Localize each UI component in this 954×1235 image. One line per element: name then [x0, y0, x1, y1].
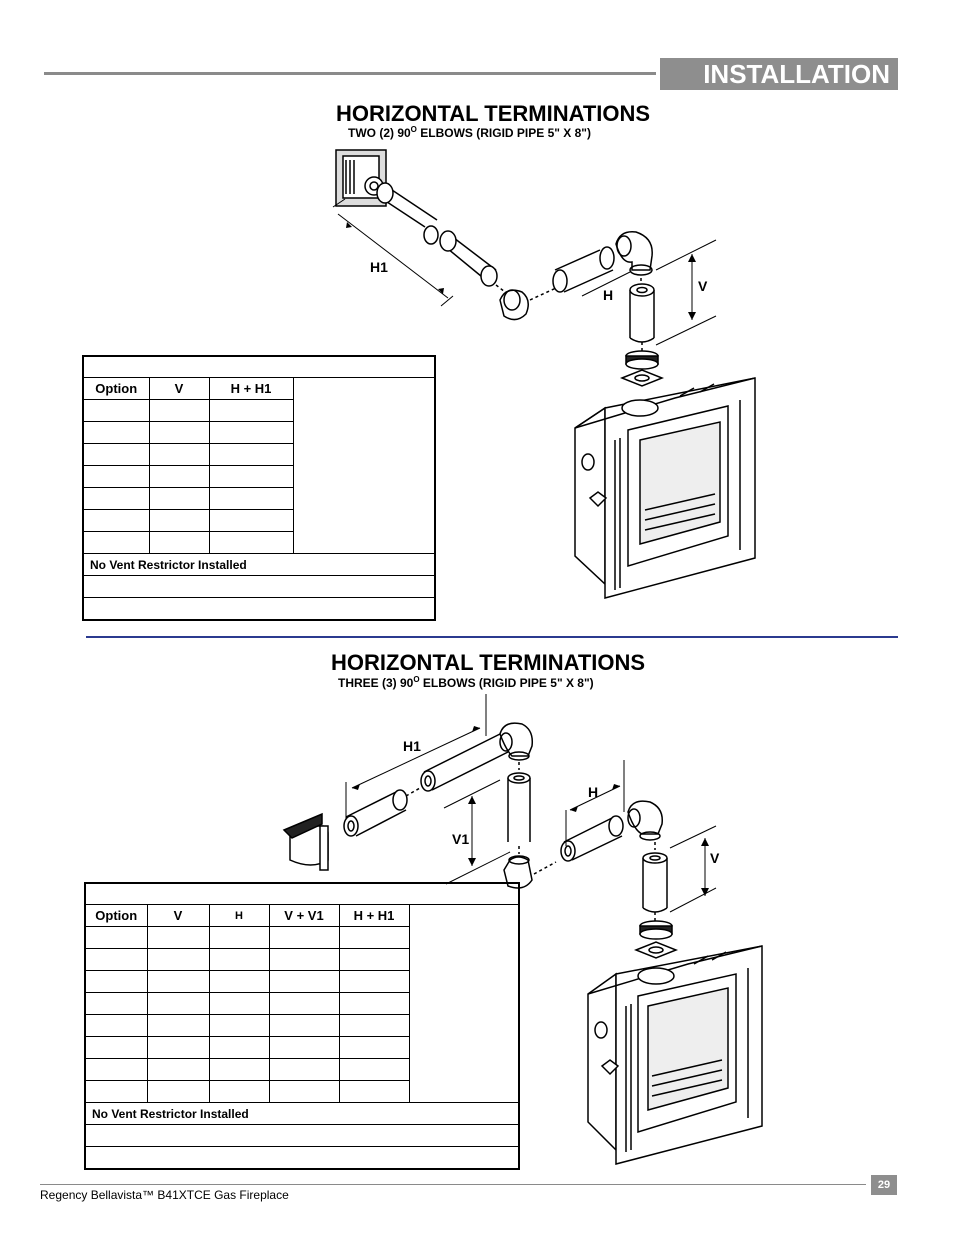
- pipe-segment-icon: [643, 853, 667, 912]
- label-h1: H1: [403, 738, 421, 754]
- table-footer-row: [85, 1125, 519, 1147]
- pipe-segment-icon: [344, 790, 407, 836]
- col-header-h: H: [209, 905, 269, 927]
- table-note: No Vent Restrictor Installed: [83, 554, 435, 576]
- col-header-v: V: [147, 905, 209, 927]
- termination-cap-icon: [284, 814, 328, 870]
- col-header-h-h1: H + H1: [209, 378, 293, 400]
- pipe-segment-icon: [561, 816, 623, 861]
- dimension-h1: [346, 694, 486, 820]
- footer-product-name: Regency Bellavista™ B41XTCE Gas Fireplace: [40, 1188, 289, 1202]
- page-number: 29: [871, 1175, 897, 1195]
- elbow-icon: [628, 801, 662, 840]
- section2-title: HORIZONTAL TERMINATIONS: [331, 650, 646, 675]
- section2-subtitle: THREE (3) $90^O$ ELBOWS (RIGID PIPE 5" X 8"): [338, 675, 594, 690]
- fireplace-icon: [588, 946, 762, 1164]
- label-v: V: [698, 278, 708, 294]
- label-h1: H1: [370, 259, 388, 275]
- section1-title: HORIZONTAL TERMINATIONS: [336, 101, 651, 126]
- table-side-panel: [409, 905, 519, 1103]
- col-header-v: V: [149, 378, 209, 400]
- dimension-v: [670, 826, 716, 912]
- label-h: H: [588, 784, 599, 800]
- label-v: V: [710, 850, 720, 866]
- elbow-icon: [500, 723, 532, 760]
- col-header-v-v1: V + V1: [269, 905, 339, 927]
- section1-subtitle: TWO (2) $90^O$ ELBOWS (RIGID PIPE 5" X 8"): [348, 125, 591, 140]
- col-header-option: Option: [85, 905, 147, 927]
- pipe-segment-icon: [508, 773, 530, 842]
- table-footer-row: [85, 1147, 519, 1170]
- label-h: H: [603, 287, 614, 303]
- vent-table-three-elbows: [84, 882, 520, 1170]
- footer-rule: [40, 1184, 866, 1185]
- col-header-option: Option: [83, 378, 149, 400]
- col-header-h-h1: H + H1: [339, 905, 409, 927]
- section-banner-title: INSTALLATION: [703, 59, 890, 89]
- flue-adapter-icon: [636, 921, 676, 958]
- label-v1: V1: [452, 831, 470, 847]
- table-title-row: [85, 883, 519, 905]
- table-note: No Vent Restrictor Installed: [85, 1103, 519, 1125]
